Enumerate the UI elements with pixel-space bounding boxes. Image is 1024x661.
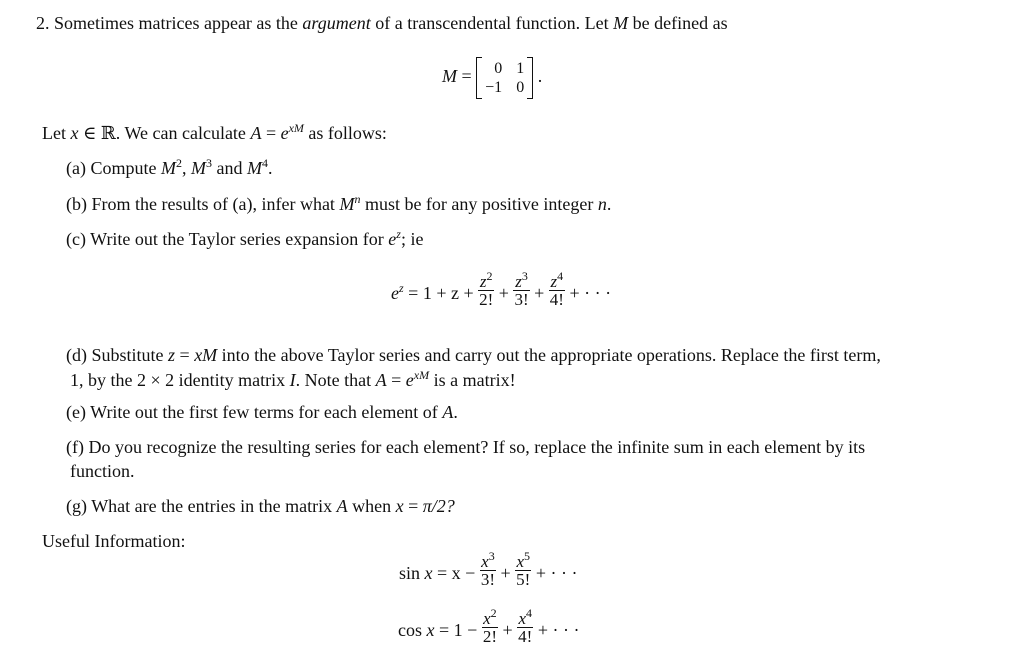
part-d-I: I [289,370,296,390]
part-b-period: . [606,194,612,214]
power-M: M [190,158,206,178]
term-num: x [518,608,526,628]
part-c [66,227,424,249]
part-b-n: n [597,194,607,214]
matrix-cell: 1 [516,59,525,77]
term-num: z [479,271,487,291]
cos-x: x [426,620,435,640]
taylor-term [549,268,565,310]
term-den: 4! [518,627,533,647]
power-M: M [339,194,355,214]
part-g-label: (g) [66,496,87,516]
term-den: 2! [479,290,494,310]
sin-plus: + [500,563,511,583]
part-g-x: x [395,496,404,516]
taylor-term [478,268,494,310]
part-d-line2a: 1, by the 2 × 2 identity matrix [70,370,286,390]
part-d-z: z [168,345,176,365]
term-exp: 3 [521,268,528,283]
let-A: A [250,123,262,143]
part-a-label: (a) [66,158,86,178]
part-e-label: (e) [66,402,86,422]
power-3: 3 [205,156,212,170]
part-e-text: Write out the first few terms for each element of [90,402,438,422]
power-and: and [216,158,243,178]
part-d-A: A [375,370,387,390]
power-end: . [267,158,273,178]
part-d-text1: Substitute [91,345,164,365]
part-f-line2-text: function. [70,461,135,481]
part-g [66,497,455,515]
part-f-label: (f) [66,437,84,457]
part-d-text2: into the above Taylor series and carry out the appropriate operations. Replace the first term, [221,345,881,365]
intro-var: M [613,13,629,33]
part-d-eq2: = [391,370,402,390]
sin-start: = x − [437,563,476,583]
term-num: x [481,551,489,571]
cos-start: = 1 − [439,620,478,640]
cos-plus: + [502,620,513,640]
part-b-text1: From the results of (a), infer what [91,194,335,214]
term-exp: 5 [524,548,531,563]
matrix-equals: = [461,66,472,86]
term-num: z [515,271,522,291]
let-e: e [280,123,289,143]
sin-equation [399,548,577,598]
matrix-lhs: M [442,66,457,86]
let-line [42,121,387,143]
part-a-text: Compute [90,158,157,178]
term-exp: 2 [486,268,493,283]
term-num: z [550,271,558,291]
problem-intro [36,14,728,32]
term-num: x [516,551,525,571]
part-g-A: A [336,496,348,516]
part-c-exp: z [396,227,401,241]
taylor-tail: + · · · [569,283,612,303]
taylor-lhs: e [391,283,399,303]
part-e-A: A [442,402,454,422]
sin-lhs: sin [399,563,421,583]
taylor-lhs-exp: z [399,281,404,295]
part-d-exp: xM [413,368,430,382]
part-d-xM: xM [194,345,218,365]
problem-number: 2. [36,13,50,33]
matrix-definition [442,54,542,99]
intro-prefix: Sometimes matrices appear as the [54,13,298,33]
let-exp: xM [288,121,304,135]
term-den: 5! [516,570,531,590]
matrix-grid [482,59,527,97]
let-prefix: Let [42,123,66,143]
part-d-e: e [405,370,414,390]
part-d-line1 [66,346,881,364]
power-sep: , [181,158,187,178]
cos-term [482,605,498,647]
let-in-reals: ∈ ℝ. We can calculate [83,123,246,143]
matrix-cell: 0 [516,78,525,96]
taylor-equation: $e^z = 1 + z$ + $\frac{z^2}{2!}$ + $\frac{z^3}{3!}$ + $\frac{z^4}{4!}$ + · · · [391,268,612,310]
part-c-e: e [388,229,397,249]
intro-argument: argument [302,13,371,33]
cos-term [517,605,533,647]
part-g-text2: when [352,496,392,516]
let-suffix: as follows: [308,123,387,143]
part-a [66,156,273,178]
part-c-text1: Write out the Taylor series expansion for [90,229,384,249]
right-bracket [527,57,533,99]
term-exp: 2 [490,605,497,620]
term-den: 2! [482,627,497,647]
part-f-line2 [70,462,135,480]
part-d-label: (d) [66,345,87,365]
term-den: 3! [514,290,529,310]
let-x: x [70,123,79,143]
power-M: M [160,158,176,178]
part-g-eq: = [408,496,419,516]
cos-equation [398,605,579,655]
intro-middle: of a transcendental function. Let [375,13,609,33]
intro-suffix: be defined as [632,13,728,33]
term-den: 3! [480,570,495,590]
part-g-text: What are the entries in the matrix [91,496,333,516]
cos-lhs: cos [398,620,422,640]
taylor-term [513,268,529,310]
part-g-val: π/2? [422,496,455,516]
sin-tail: + · · · [535,563,578,583]
power-4: 4 [261,156,268,170]
part-f-line1-text: Do you recognize the resulting series for each element? If so, replace the infinite sum in each element by its [88,437,866,457]
part-d-line2c: is a matrix! [433,370,516,390]
part-e [66,403,458,421]
power-M: M [246,158,262,178]
matrix-trailing: . [537,66,543,86]
matrix-cell: −1 [485,78,503,96]
term-exp: 4 [557,268,564,283]
power-n: n [354,192,361,206]
cos-tail: + · · · [537,620,580,640]
part-c-text2: ; ie [400,229,424,249]
sin-term [480,548,496,590]
part-c-label: (c) [66,229,86,249]
part-d-line2 [70,368,516,390]
sin-x: x [424,563,433,583]
part-f-line1 [66,438,865,456]
part-d-line2b: . Note that [295,370,372,390]
term-exp: 3 [488,548,495,563]
sin-term [515,548,531,590]
term-den: 4! [549,290,564,310]
matrix-cell: 0 [494,59,503,77]
part-b [66,192,612,214]
part-e-period: . [453,402,458,422]
term-num: x [483,608,491,628]
useful-heading [42,532,185,550]
part-b-text2: must be for any positive integer [364,194,594,214]
term-exp: 4 [526,605,532,620]
part-d-eq: = [179,345,190,365]
taylor-start: = 1 + z + [408,283,474,303]
power-2: 2 [175,156,182,170]
part-b-label: (b) [66,194,87,214]
useful-heading-text: Useful Information: [42,531,186,551]
let-eq: = [265,123,277,143]
